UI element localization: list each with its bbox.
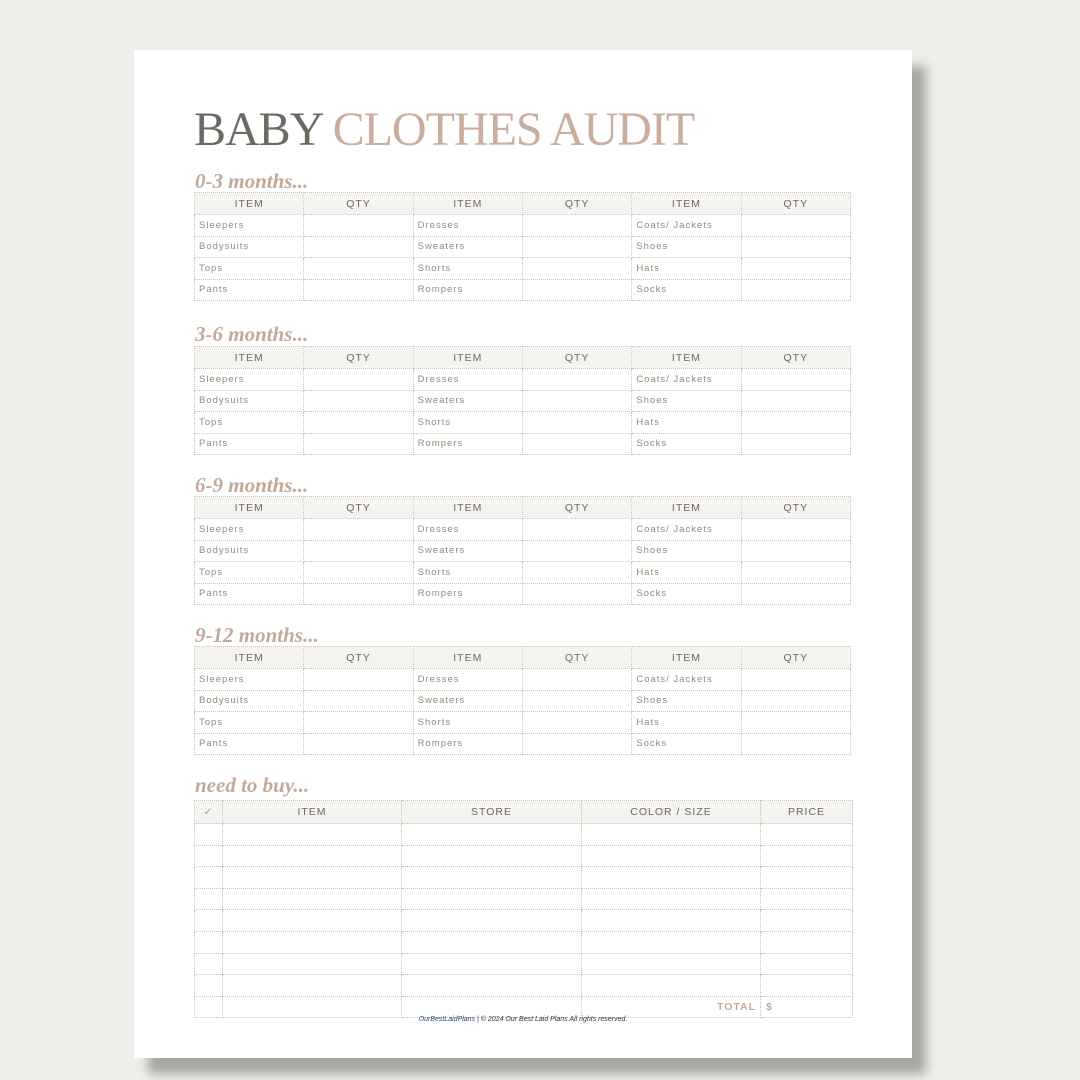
item-label: Tops: [195, 412, 304, 434]
item-label: Sleepers: [195, 215, 304, 237]
item-label: Shoes: [632, 236, 741, 258]
qty-cell[interactable]: [522, 690, 631, 712]
qty-cell[interactable]: [522, 215, 631, 237]
header-qty: QTY: [522, 497, 631, 519]
qty-cell[interactable]: [304, 236, 413, 258]
item-label: Bodysuits: [195, 236, 304, 258]
table-row: [195, 540, 851, 562]
item-label: Hats: [632, 562, 741, 584]
item-label: Sweaters: [413, 540, 522, 562]
table-row: [195, 236, 851, 258]
qty-cell[interactable]: [304, 519, 413, 541]
price-cell[interactable]: [761, 888, 853, 910]
item-label: Socks: [632, 433, 741, 455]
header-item: ITEM: [632, 193, 741, 215]
qty-cell[interactable]: [304, 215, 413, 237]
qty-cell[interactable]: [522, 433, 631, 455]
item-label: Coats/ Jackets: [632, 519, 741, 541]
section-heading-6-9: 6-9 months...: [195, 473, 309, 497]
item-label: Bodysuits: [195, 690, 304, 712]
price-cell[interactable]: [761, 953, 853, 975]
header-item: ITEM: [413, 193, 522, 215]
item-label: Dresses: [413, 369, 522, 391]
item-label: Hats: [632, 412, 741, 434]
table-row: [195, 669, 851, 691]
store-cell[interactable]: [402, 953, 582, 975]
qty-cell[interactable]: [741, 433, 850, 455]
table-row: [195, 733, 851, 755]
table-row: [195, 390, 851, 412]
header-qty: QTY: [522, 193, 631, 215]
item-label: Tops: [195, 712, 304, 734]
item-label: Shoes: [632, 390, 741, 412]
store-cell[interactable]: [402, 910, 582, 932]
qty-cell[interactable]: [522, 733, 631, 755]
qty-cell[interactable]: [741, 712, 850, 734]
check-cell[interactable]: [195, 867, 223, 889]
item-label: Hats: [632, 712, 741, 734]
item-label: Sleepers: [195, 369, 304, 391]
table-row: [195, 279, 851, 301]
header-color-size: COLOR / SIZE: [582, 801, 761, 824]
qty-cell[interactable]: [741, 412, 850, 434]
header-qty: QTY: [522, 347, 631, 369]
item-label: Bodysuits: [195, 540, 304, 562]
price-cell[interactable]: [761, 867, 853, 889]
item-cell[interactable]: [223, 953, 402, 975]
store-cell[interactable]: [402, 824, 582, 846]
header-qty: QTY: [304, 193, 413, 215]
item-label: Socks: [632, 279, 741, 301]
table-row: [195, 519, 851, 541]
qty-cell[interactable]: [522, 279, 631, 301]
qty-cell[interactable]: [522, 390, 631, 412]
header-item: ITEM: [632, 647, 741, 669]
qty-cell[interactable]: [741, 279, 850, 301]
item-label: Rompers: [413, 279, 522, 301]
color-size-cell[interactable]: [582, 931, 761, 953]
total-label: TOTAL: [582, 996, 761, 1018]
table-row: [195, 583, 851, 605]
item-label: Shorts: [413, 258, 522, 280]
qty-cell[interactable]: [304, 433, 413, 455]
section-heading-0-3: 0-3 months...: [195, 169, 309, 193]
item-cell[interactable]: [223, 910, 402, 932]
table-header-row: [195, 347, 851, 369]
color-size-cell[interactable]: [582, 910, 761, 932]
item-label: Coats/ Jackets: [632, 669, 741, 691]
qty-cell[interactable]: [741, 562, 850, 584]
qty-cell[interactable]: [304, 583, 413, 605]
item-label: Shorts: [413, 712, 522, 734]
qty-cell[interactable]: [522, 669, 631, 691]
item-label: Bodysuits: [195, 390, 304, 412]
color-size-cell[interactable]: [582, 867, 761, 889]
qty-cell[interactable]: [741, 519, 850, 541]
table-row: [195, 931, 853, 953]
header-item: ITEM: [223, 801, 402, 824]
qty-cell[interactable]: [741, 669, 850, 691]
table-row: [195, 690, 851, 712]
audit-table-0-3: [194, 192, 851, 301]
price-cell[interactable]: [761, 845, 853, 867]
table-row: [195, 258, 851, 280]
need-to-buy-table: [194, 800, 853, 1018]
table-row: [195, 953, 853, 975]
item-cell[interactable]: [223, 931, 402, 953]
section-heading-3-6: 3-6 months...: [195, 322, 309, 346]
item-label: Shoes: [632, 540, 741, 562]
qty-cell[interactable]: [522, 369, 631, 391]
store-cell[interactable]: [402, 867, 582, 889]
item-cell[interactable]: [223, 996, 402, 1018]
title-word-baby: BABY: [194, 103, 322, 156]
color-size-cell[interactable]: [582, 888, 761, 910]
item-label: Sweaters: [413, 390, 522, 412]
table-header-row: [195, 801, 853, 824]
check-cell[interactable]: [195, 975, 223, 997]
table-row: [195, 712, 851, 734]
header-qty: QTY: [522, 647, 631, 669]
qty-cell[interactable]: [522, 540, 631, 562]
header-qty: QTY: [741, 647, 850, 669]
qty-cell[interactable]: [741, 540, 850, 562]
qty-cell[interactable]: [522, 412, 631, 434]
item-label: Tops: [195, 258, 304, 280]
qty-cell[interactable]: [304, 258, 413, 280]
qty-cell[interactable]: [304, 712, 413, 734]
item-label: Sleepers: [195, 519, 304, 541]
item-label: Coats/ Jackets: [632, 369, 741, 391]
qty-cell[interactable]: [741, 215, 850, 237]
qty-cell[interactable]: [741, 236, 850, 258]
header-qty: QTY: [304, 647, 413, 669]
header-price: PRICE: [761, 801, 853, 824]
price-cell[interactable]: [761, 975, 853, 997]
price-cell[interactable]: [761, 931, 853, 953]
store-cell[interactable]: [402, 996, 582, 1018]
store-cell[interactable]: [402, 845, 582, 867]
store-cell[interactable]: [402, 888, 582, 910]
header-item: ITEM: [413, 497, 522, 519]
table-row: [195, 412, 851, 434]
item-label: Shorts: [413, 562, 522, 584]
item-cell[interactable]: [223, 975, 402, 997]
total-row: [195, 996, 853, 1018]
audit-table-9-12: [194, 646, 851, 755]
total-value[interactable]: $: [761, 996, 853, 1018]
qty-cell[interactable]: [304, 540, 413, 562]
check-cell[interactable]: [195, 888, 223, 910]
audit-table-3-6: [194, 346, 851, 455]
item-label: Sweaters: [413, 236, 522, 258]
item-cell[interactable]: [223, 824, 402, 846]
price-cell[interactable]: [761, 910, 853, 932]
item-label: Coats/ Jackets: [632, 215, 741, 237]
header-item: ITEM: [195, 647, 304, 669]
header-item: ITEM: [413, 647, 522, 669]
title-word-clothes-audit: CLOTHES AUDIT: [332, 103, 695, 156]
store-cell[interactable]: [402, 931, 582, 953]
table-header-row: [195, 647, 851, 669]
qty-cell[interactable]: [304, 390, 413, 412]
item-label: Shorts: [413, 412, 522, 434]
qty-cell[interactable]: [741, 690, 850, 712]
item-label: Rompers: [413, 583, 522, 605]
check-cell[interactable]: [195, 931, 223, 953]
header-item: ITEM: [632, 497, 741, 519]
table-row: [195, 867, 853, 889]
item-label: Dresses: [413, 669, 522, 691]
qty-cell[interactable]: [522, 236, 631, 258]
header-qty: QTY: [304, 347, 413, 369]
header-item: ITEM: [413, 347, 522, 369]
qty-cell[interactable]: [741, 369, 850, 391]
printable-page: [134, 50, 912, 1058]
item-label: Rompers: [413, 733, 522, 755]
audit-table-6-9: [194, 496, 851, 605]
qty-cell[interactable]: [741, 258, 850, 280]
table-row: [195, 975, 853, 997]
item-label: Pants: [195, 433, 304, 455]
item-label: Pants: [195, 733, 304, 755]
table-row: [195, 562, 851, 584]
check-header: ✓: [195, 801, 223, 824]
table-row: [195, 824, 853, 846]
check-cell[interactable]: [195, 996, 223, 1018]
qty-cell[interactable]: [522, 519, 631, 541]
qty-cell[interactable]: [522, 562, 631, 584]
color-size-cell[interactable]: [582, 824, 761, 846]
qty-cell[interactable]: [304, 690, 413, 712]
qty-cell[interactable]: [741, 390, 850, 412]
page-title: [194, 102, 694, 158]
qty-cell[interactable]: [304, 412, 413, 434]
header-qty: QTY: [741, 193, 850, 215]
qty-cell[interactable]: [304, 669, 413, 691]
item-label: Socks: [632, 583, 741, 605]
footer-brand-link[interactable]: OurBestLaidPlans: [418, 1016, 476, 1023]
qty-cell[interactable]: [304, 279, 413, 301]
section-heading-9-12: 9-12 months...: [195, 623, 319, 647]
item-label: Sweaters: [413, 690, 522, 712]
header-item: ITEM: [195, 193, 304, 215]
check-cell[interactable]: [195, 845, 223, 867]
item-label: Rompers: [413, 433, 522, 455]
item-label: Pants: [195, 583, 304, 605]
store-cell[interactable]: [402, 975, 582, 997]
qty-cell[interactable]: [741, 733, 850, 755]
section-heading-need-to-buy: need to buy...: [195, 773, 310, 797]
qty-cell[interactable]: [741, 583, 850, 605]
header-qty: QTY: [741, 347, 850, 369]
item-label: Tops: [195, 562, 304, 584]
table-header-row: [195, 193, 851, 215]
qty-cell[interactable]: [304, 369, 413, 391]
item-label: Shoes: [632, 690, 741, 712]
table-row: [195, 215, 851, 237]
item-label: Sleepers: [195, 669, 304, 691]
item-label: Socks: [632, 733, 741, 755]
qty-cell[interactable]: [304, 562, 413, 584]
footer: [134, 1016, 912, 1023]
color-size-cell[interactable]: [582, 845, 761, 867]
check-cell[interactable]: [195, 824, 223, 846]
qty-cell[interactable]: [522, 712, 631, 734]
price-cell[interactable]: [761, 824, 853, 846]
header-item: ITEM: [195, 497, 304, 519]
item-label: Hats: [632, 258, 741, 280]
table-row: [195, 433, 851, 455]
qty-cell[interactable]: [522, 258, 631, 280]
header-qty: QTY: [741, 497, 850, 519]
item-label: Pants: [195, 279, 304, 301]
header-qty: QTY: [304, 497, 413, 519]
footer-copyright: | © 2024 Our Best Laid Plans All rights reserved.: [477, 1016, 628, 1023]
item-cell[interactable]: [223, 845, 402, 867]
item-cell[interactable]: [223, 888, 402, 910]
item-label: Dresses: [413, 519, 522, 541]
item-cell[interactable]: [223, 867, 402, 889]
qty-cell[interactable]: [522, 583, 631, 605]
header-store: STORE: [402, 801, 582, 824]
header-item: ITEM: [195, 347, 304, 369]
header-item: ITEM: [632, 347, 741, 369]
table-row: [195, 369, 851, 391]
table-header-row: [195, 497, 851, 519]
color-size-cell[interactable]: [582, 975, 761, 997]
table-row: [195, 845, 853, 867]
check-cell[interactable]: [195, 910, 223, 932]
color-size-cell[interactable]: [582, 953, 761, 975]
table-row: [195, 888, 853, 910]
item-label: Dresses: [413, 215, 522, 237]
table-row: [195, 910, 853, 932]
check-cell[interactable]: [195, 953, 223, 975]
qty-cell[interactable]: [304, 733, 413, 755]
